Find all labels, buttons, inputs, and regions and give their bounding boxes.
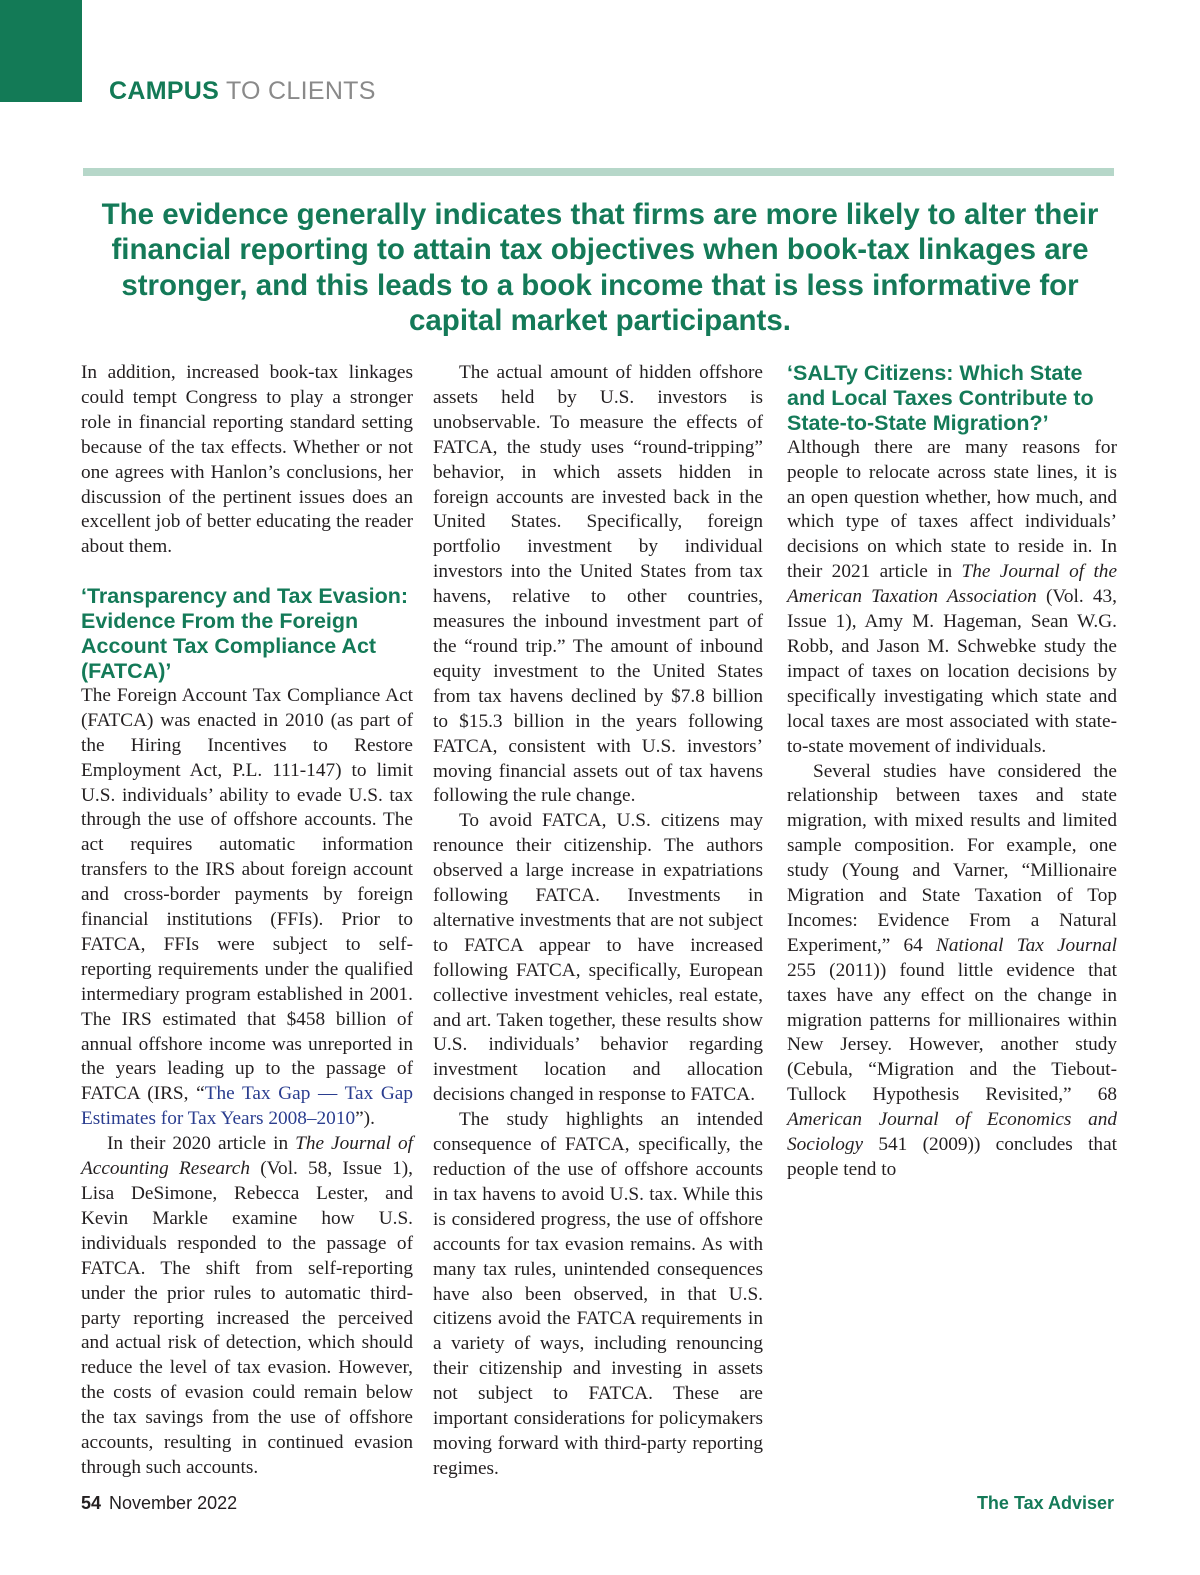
- fatca-p2-text-b: (Vol. 58, Issue 1), Lisa DeSimone, Rebecca Lester, and Kevin Markle examine how U.S. individuals responded to the passage of FATCA. The shift from self-reporting under the prior rules to automatic third-party reporting increased the perceived and actual risk of detection, which should reduce the level of tax evasion. However, the costs of evasion could remain below the tax savings from the use of offshore accounts, resulting in continued evasion through such accounts.: [81, 1158, 413, 1478]
- journal-title: The Journal of the American Taxation Association: [787, 561, 1118, 608]
- fatca-p2-text-a: In their 2020 article in: [107, 1133, 296, 1155]
- intro-paragraph: In addition, increased book-tax linkages could tempt Congress to play a stronger role in financial reporting standard setting because of the tax effects. Whether or not one agrees with Hanlon’s conclusions, her discussion of the pertinent issues does an excellent job of better educating the reader about them.: [81, 362, 413, 558]
- article-column-2: [433, 361, 763, 1506]
- pull-quote: The evidence generally indicates that firms are more likely to alter their financial reporting to attain tax objectives when book-tax linkages are stronger, and this leads to a book income that is less informative for capital market participants.: [101, 198, 1099, 337]
- section-label-light: TO CLIENTS: [225, 77, 376, 105]
- article-column-1: [81, 361, 413, 1481]
- salty-paragraph-1: [787, 436, 1117, 760]
- journal-title: National Tax Journal: [935, 934, 1117, 956]
- section-label-strong: CAMPUS: [109, 77, 220, 105]
- fatca-paragraph-5: The study highlights an intended consequence of FATCA, specifically, the reduction of the use of offshore accounts in tax havens to avoid U.S. tax. While this is considered progress, the use of offshore accounts for tax evasion remains. As with many tax rules, unintended consequences have also been observed, in that U.S. citizens avoid the FATCA requirements in a variety of ways, including renouncing their citizenship and investing in assets not subject to FATCA. These are important considerations for policymakers moving forward with third-party reporting regimes.: [433, 1109, 763, 1479]
- journal-title: American Journal of Economics and Sociology: [787, 1109, 1117, 1156]
- pull-quote-rule: [83, 168, 1114, 176]
- publication-name: The Tax Adviser: [976, 1493, 1114, 1513]
- fatca-p1-text: The Foreign Account Tax Compliance Act (FATCA) was enacted in 2010 (as part of the Hiring Incentives to Restore Employment Act, P.L. 111-147) to limit U.S. individuals’ ability to evade U.S. tax through the use of offshore accounts. The act requires automatic information transfers to the IRS about foreign account and cross-border payments by foreign financial institutions (FFIs). Prior to FATCA, FFIs were subject to self-reporting requirements under the qualified intermediary program established in 2001. The IRS estimated that $458 billion of annual offshore income was unreported in the years leading up to the passage of FATCA (IRS, “: [81, 684, 413, 1105]
- irs-tax-gap-link[interactable]: The Tax Gap — Tax Gap Estimates for Tax Years 2008–2010: [81, 1083, 413, 1130]
- salty-paragraph-2: [787, 760, 1117, 1183]
- salty-p2-text-c: 541 (2009)) concludes that people tend to: [787, 1134, 1117, 1180]
- page-number: 54: [81, 1493, 102, 1513]
- fatca-section-heading: ‘Transparency and Tax Evasion: Evidence From the Foreign Account Tax Compliance Act (FATCA)’: [81, 584, 409, 683]
- fatca-paragraph-4: To avoid FATCA, U.S. citizens may renounce their citizenship. The authors observed a large increase in expatriations following FATCA. Investments in alternative investments that are not subject to FATCA appear to have increased following FATCA, specifically, European collective investment vehicles, real estate, and art. Taken together, these results show U.S. individuals’ behavior regarding investment location and allocation decisions changed in response to FATCA.: [433, 810, 763, 1106]
- article-column-3: [787, 361, 1117, 1183]
- section-color-block: [0, 0, 82, 102]
- section-label: [109, 76, 376, 106]
- fatca-paragraph-1: [81, 684, 413, 1132]
- salty-p1-text-a: Although there are many reasons for people to relocate across state lines, it is an open question whether, how much, and which type of taxes affect individuals’ decisions on which state to reside in. In their 2021 article in: [787, 436, 1117, 583]
- issue-date: November 2022: [109, 1493, 238, 1513]
- salty-section-heading: ‘SALTy Citizens: Which State and Local Taxes Contribute to State-to-State Migration?’: [787, 361, 1094, 435]
- page-footer-left: [81, 1493, 237, 1514]
- fatca-paragraph-2: [81, 1132, 413, 1481]
- salty-p2-text-b: 255 (2011)) found little evidence that taxes have any effect on the change in migration patterns for millionaires within New Jersey. However, another study (Cebula, “Migration and the Tiebout-Tullock Hypothesis Revisited,” 68: [787, 959, 1117, 1106]
- fatca-p1-end: ”).: [355, 1108, 375, 1130]
- salty-p1-text-b: (Vol. 43, Issue 1), Amy M. Hageman, Sean W.G. Robb, and Jason M. Schwebke study the impact of taxes on location decisions by specifically investigating which state and local taxes are most associated with state-to-state movement of individuals.: [787, 586, 1117, 757]
- fatca-paragraph-3: The actual amount of hidden offshore assets held by U.S. investors is unobservable. To measure the effects of FATCA, the study uses “round-tripping” behavior, in which assets hidden in foreign accounts are invested back in the United States. Specifically, foreign portfolio investment by individual investors into the United States from tax havens, relative to other countries, measures the inbound investment part of the “round trip.” The amount of inbound equity investment to the United States from tax havens declined by $7.8 billion to $15.3 billion in the years following FATCA, consistent with U.S. investors’ moving financial assets out of tax havens following the rule change.: [433, 362, 763, 807]
- journal-title: The Journal of Accounting Research: [81, 1133, 413, 1180]
- salty-p2-text-a: Several studies have considered the relationship between taxes and state migration, with mixed results and limited sample composition. For example, one study (Young and Varner, “Millionaire Migration and State Taxation of Top Incomes: Evidence From a Natural Experiment,” 64: [787, 760, 1117, 956]
